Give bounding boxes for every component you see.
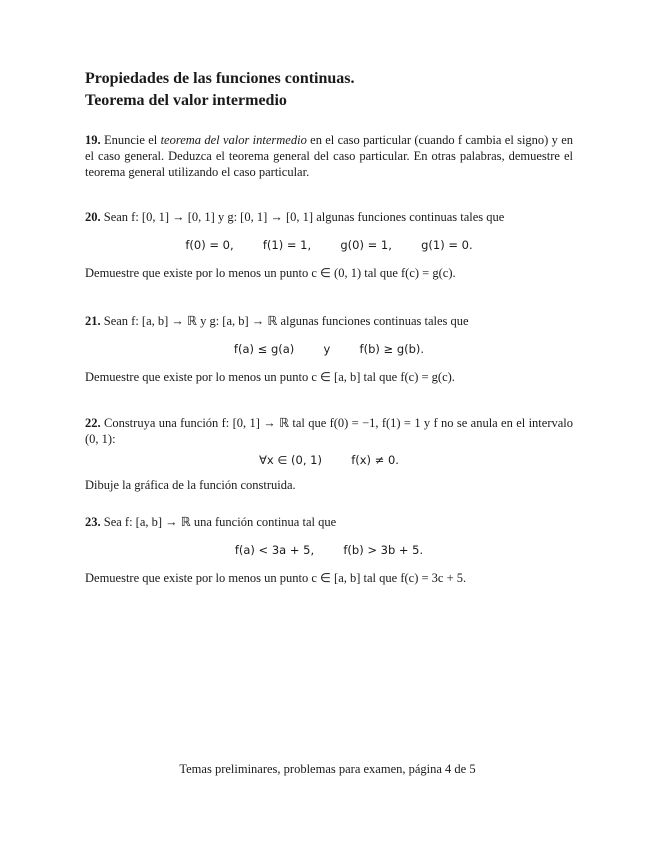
problem-number: 21. [85, 314, 101, 328]
page-title [85, 68, 573, 112]
problem-number: 22. [85, 416, 101, 430]
problem-text: Enuncie el [103, 133, 161, 147]
problem-23 [85, 514, 573, 585]
problem-21 [85, 313, 573, 384]
problem-number: 19. [85, 133, 101, 147]
problem-19 [85, 132, 573, 180]
document-page [85, 68, 574, 585]
problem-22 [85, 415, 574, 492]
problem-conclusion: Demuestre que existe por lo menos un punto c ∈ (0, 1) tal que f(c) = g(c). [85, 266, 456, 280]
page-footer: Temas preliminares, problemas para examen, página 4 de 5 [179, 762, 476, 776]
display-equation: ∀x ∈ (0, 1) f(x) ≠ 0. [259, 453, 399, 467]
problem-statement: Sean f: [a, b] → ℝ y g: [a, b] → ℝ algunas funciones continuas tales que [103, 314, 469, 328]
problem-statement: Construya una función f: [0, 1] → ℝ tal que f(0) = −1, f(1) = 1 y f no se anula en el intervalo (0, 1): [85, 416, 574, 446]
display-equation: f(a) < 3a + 5, f(b) > 3b + 5. [234, 543, 424, 557]
display-equation: f(0) = 0, f(1) = 1, g(0) = 1, g(1) = 0. [185, 238, 473, 252]
problem-conclusion: Demuestre que existe por lo menos un punto c ∈ [a, b] tal que f(c) = g(c). [85, 370, 455, 384]
title-line-2: Teorema del valor intermedio [85, 92, 287, 109]
problem-statement: Sea f: [a, b] → ℝ una función continua tal que [103, 515, 337, 529]
title-line-1: Propiedades de las funciones continuas. [85, 70, 355, 87]
problem-conclusion: Demuestre que existe por lo menos un punto c ∈ [a, b] tal que f(c) = 3c + 5. [85, 571, 467, 585]
problem-emphasis: teorema del valor intermedio [160, 133, 307, 147]
problem-conclusion: Dibuje la gráfica de la función construida. [85, 478, 296, 492]
problem-number: 23. [85, 515, 101, 529]
problem-statement: Sean f: [0, 1] → [0, 1] y g: [0, 1] → [0, 1] algunas funciones continuas tales que [103, 210, 505, 224]
problem-number: 20. [85, 210, 101, 224]
problem-text: en el caso particular (cuando f cambia el signo) y en el caso general. Deduzca el teorema general del caso particular. En otras palabras, demuestre el teorema general utilizando el caso particular. [85, 133, 574, 179]
problem-20 [85, 209, 573, 280]
display-equation: f(a) ≤ g(a) y f(b) ≥ g(b). [233, 342, 425, 356]
